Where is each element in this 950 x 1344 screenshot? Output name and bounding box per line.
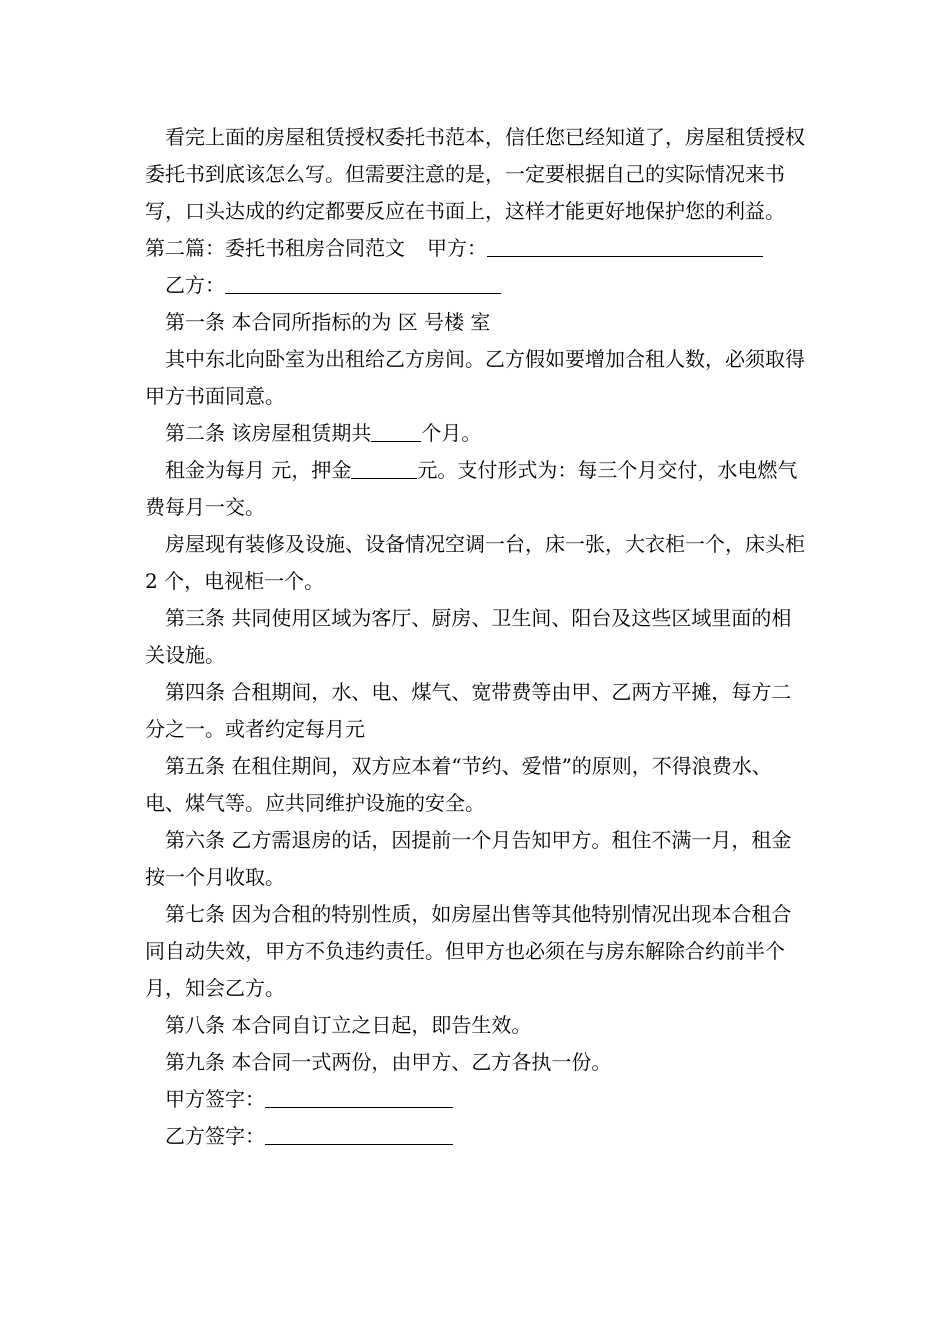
article-2-prefix: 第二条 该房屋租赁期共: [165, 421, 372, 445]
rent-suffix: 元。支付形式为：每三个月交付，水电燃气费每月一交。: [145, 458, 798, 519]
article-2: [145, 415, 810, 452]
party-a-signature-label: 甲方签字：: [165, 1087, 265, 1111]
article-4: 第四条 合租期间，水、电、煤气、宽带费等由甲、乙两方平摊，每方二分之一。或者约定每月元: [145, 680, 792, 741]
party-a-signature-line: [145, 1081, 810, 1118]
party-b-signature-label: 乙方签字：: [165, 1124, 265, 1148]
article-9: 第九条 本合同一式两份，由甲方、乙方各执一份。: [165, 1050, 612, 1074]
party-b-blank: [225, 273, 501, 294]
article-2-suffix: 个月。: [421, 421, 482, 445]
article-1-detail: 其中东北向卧室为出租给乙方房间。乙方假如要增加合租人数，必须取得甲方书面同意。: [145, 347, 805, 408]
section-title: 第二篇：委托书租房合同范文: [145, 236, 405, 260]
rent-paragraph: [145, 452, 810, 526]
party-b-signature-blank: [265, 1124, 453, 1145]
article-1: 第一条 本合同所指标的为 区 号楼 室: [165, 310, 491, 334]
party-b-line: [145, 267, 810, 304]
article-7: 第七条 因为合租的特别性质，如房屋出售等其他特别情况出现本合租合同自动失效，甲方不负违约责任。但甲方也必须在与房东解除合约前半个月，知会乙方。: [145, 902, 792, 1000]
party-b-label: 乙方：: [165, 273, 225, 297]
article-8: 第八条 本合同自订立之日起，即告生效。: [165, 1013, 532, 1037]
party-a-signature-blank: [265, 1087, 453, 1108]
party-a-blank: [487, 236, 763, 257]
article-5: 第五条 在租住期间，双方应本着“节约、爱惜”的原则，不得浪费水、电、煤气等。应共同维护设施的安全。: [145, 754, 772, 815]
deposit-blank: [351, 458, 417, 479]
document-page: [145, 119, 810, 1155]
lease-term-blank: [371, 421, 421, 442]
rent-prefix: 租金为每月 元，押金: [165, 458, 352, 482]
article-3: 第三条 共同使用区域为客厅、厨房、卫生间、阳台及这些区域里面的相关设施。: [145, 606, 792, 667]
section-title-line: [145, 230, 810, 267]
party-b-signature-line: [145, 1118, 810, 1155]
intro-paragraph: 看完上面的房屋租赁授权委托书范本，信任您已经知道了，房屋租赁授权委托书到底该怎么写。但需要注意的是，一定要根据自己的实际情况来书写，口头达成的约定都要反应在书面上，这样才能更好地保护您的利益。: [145, 125, 805, 223]
party-a-label: 甲方：: [427, 236, 487, 260]
facilities-paragraph: 房屋现有装修及设施、设备情况空调一台，床一张，大衣柜一个，床头柜 2 个，电视柜一个。: [145, 532, 805, 593]
article-6: 第六条 乙方需退房的话，因提前一个月告知甲方。租住不满一月，租金按一个月收取。: [145, 828, 792, 889]
